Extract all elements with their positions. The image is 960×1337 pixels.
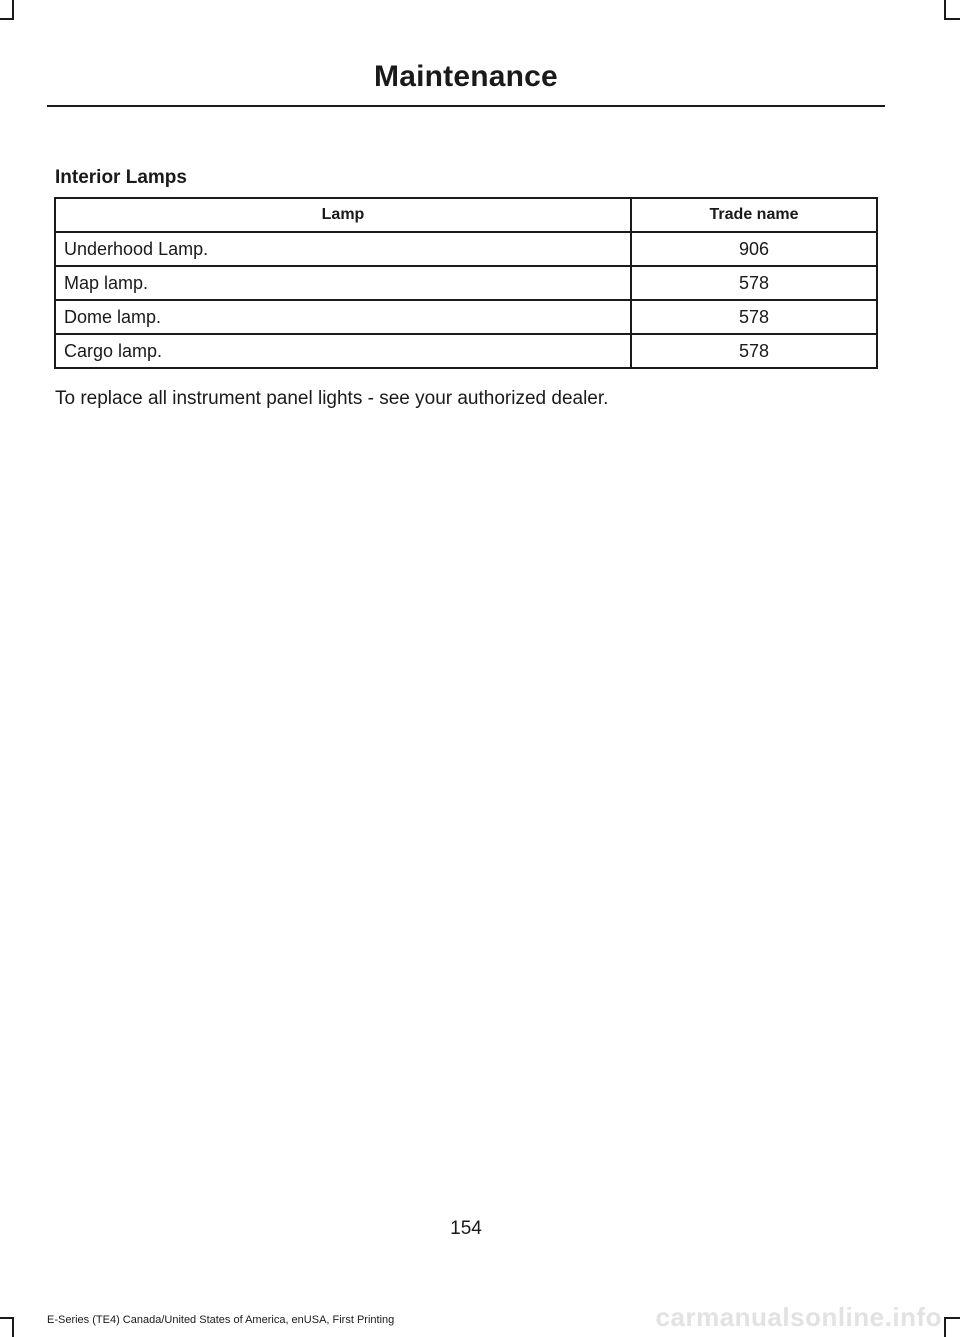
- watermark: carmanualsonline.info: [655, 1302, 942, 1332]
- table-row: [55, 300, 877, 334]
- section-title: Interior Lamps: [55, 167, 187, 188]
- table-row: [55, 334, 877, 368]
- trade-name-cell: 578: [631, 300, 877, 334]
- table-row: [55, 232, 877, 266]
- trade-name-cell: 578: [631, 266, 877, 300]
- page-title: Maintenance: [374, 60, 558, 93]
- lamp-cell: Underhood Lamp.: [55, 232, 631, 266]
- header-divider: [47, 105, 885, 107]
- lamps-table: [54, 197, 878, 369]
- crop-mark-bottom-left-vertical: [12, 1317, 14, 1337]
- column-header-lamp: Lamp: [55, 198, 631, 232]
- table-row: [55, 266, 877, 300]
- column-header-trade-name: Trade name: [631, 198, 877, 232]
- crop-mark-bottom-right-horizontal: [944, 1317, 960, 1319]
- trade-name-cell: 578: [631, 334, 877, 368]
- crop-mark-top-left-horizontal: [0, 18, 14, 20]
- trade-name-cell: 906: [631, 232, 877, 266]
- crop-mark-top-right-vertical: [944, 0, 946, 20]
- instrument-panel-note: To replace all instrument panel lights - see your authorized dealer.: [55, 388, 609, 409]
- page-number: 154: [450, 1218, 482, 1239]
- lamp-cell: Map lamp.: [55, 266, 631, 300]
- crop-mark-bottom-left-horizontal: [0, 1317, 14, 1319]
- lamp-cell: Dome lamp.: [55, 300, 631, 334]
- lamp-cell: Cargo lamp.: [55, 334, 631, 368]
- table-header-row: [55, 198, 877, 232]
- crop-mark-top-right-horizontal: [944, 18, 960, 20]
- crop-mark-bottom-right-vertical: [944, 1317, 946, 1337]
- edition-footer: E-Series (TE4) Canada/United States of America, enUSA, First Printing: [47, 1314, 395, 1326]
- crop-mark-top-left-vertical: [12, 0, 14, 20]
